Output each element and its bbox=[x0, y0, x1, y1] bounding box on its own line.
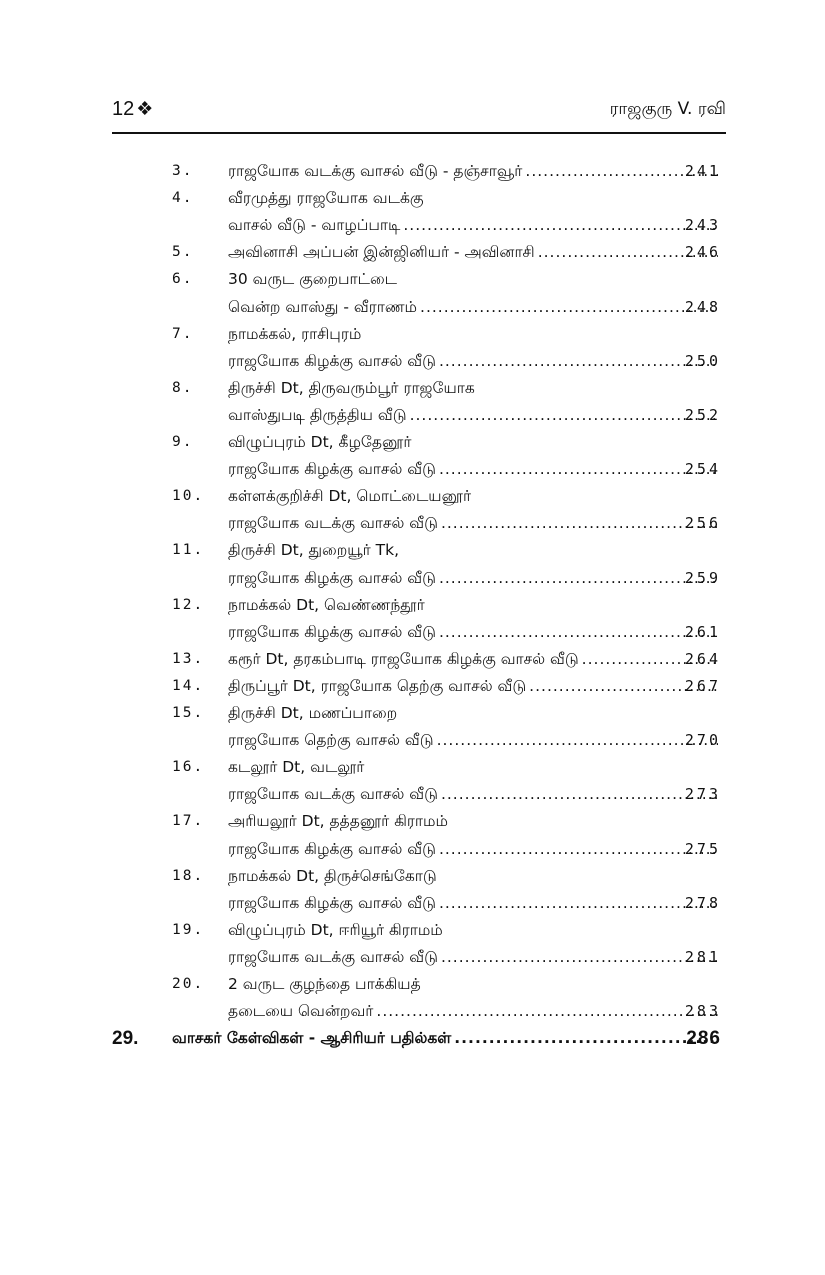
toc-entry bbox=[0, 321, 825, 348]
entry-title-line2: ராஜயோக வடக்கு வாசல் வீடு bbox=[228, 514, 438, 533]
dot-leader bbox=[439, 565, 718, 592]
dot-leader bbox=[439, 456, 718, 483]
toc-entry-continuation bbox=[0, 402, 825, 429]
entry-page-number: 246 bbox=[684, 243, 721, 262]
toc-entry-continuation bbox=[0, 727, 825, 754]
entry-title: ராஜயோக வடக்கு வாசல் வீடு - தஞ்சாவூர் bbox=[228, 162, 523, 180]
toc-entry bbox=[0, 971, 825, 998]
entry-title-line1: நாமக்கல், ராசிபுரம் bbox=[228, 324, 362, 343]
dot-leader bbox=[439, 619, 718, 646]
toc-entry bbox=[0, 754, 825, 781]
entry-title-line1: திருச்சி Dt, மணப்பாறை bbox=[228, 704, 398, 722]
entry-title-line1: வீரமுத்து ராஜயோக வடக்கு bbox=[228, 189, 424, 208]
entry-page-number: 275 bbox=[684, 839, 721, 858]
ornament-icon: ❖ bbox=[136, 99, 154, 120]
entry-number: 9. bbox=[172, 434, 194, 450]
dot-leader bbox=[439, 890, 718, 917]
entry-page-number: 283 bbox=[684, 1002, 721, 1021]
dot-leader bbox=[403, 212, 718, 239]
entry-page-number: 256 bbox=[684, 514, 721, 533]
entry-title: திருப்பூர் Dt, ராஜயோக தெற்கு வாசல் வீடு bbox=[228, 676, 527, 695]
entry-title-line2: ராஜயோக கிழக்கு வாசல் வீடு bbox=[228, 893, 436, 912]
entry-number: 5. bbox=[172, 244, 194, 261]
toc-entry bbox=[0, 239, 825, 266]
running-title: ராஜகுரு V. ரவி bbox=[609, 99, 726, 119]
entry-title-line2: ராஜயோக தெற்கு வாசல் வீடு bbox=[228, 731, 434, 750]
entry-page-number: 267 bbox=[684, 676, 721, 695]
entry-line bbox=[228, 673, 721, 700]
dot-leader bbox=[441, 944, 718, 971]
entry-leader-line bbox=[228, 294, 721, 321]
entry-page-number: 270 bbox=[684, 731, 721, 750]
entry-leader-line bbox=[228, 781, 721, 808]
toc-entry bbox=[0, 917, 825, 944]
toc-entry-continuation bbox=[0, 781, 825, 808]
entry-number: 15. bbox=[172, 705, 205, 721]
entry-number: 12. bbox=[172, 596, 205, 613]
entry-title-line1: திருச்சி Dt, திருவரும்பூர் ராஜயோக bbox=[228, 378, 475, 397]
toc-entry-continuation bbox=[0, 456, 825, 483]
entry-title-line1: நாமக்கல் Dt, வெண்ணந்தூர் bbox=[228, 595, 425, 614]
toc-entry bbox=[0, 483, 825, 510]
toc-entry bbox=[0, 808, 825, 835]
toc-entry-continuation bbox=[0, 212, 825, 239]
toc-entry bbox=[0, 266, 825, 293]
dot-leader bbox=[437, 727, 718, 754]
entry-leader-line bbox=[228, 402, 721, 429]
entry-title-line1: அரியலூர் Dt, தத்தனூர் கிராமம் bbox=[228, 812, 448, 831]
toc-entry-continuation bbox=[0, 294, 825, 321]
chapter-title: வாசகர் கேள்விகள் - ஆசிரியர் பதில்கள் bbox=[172, 1029, 452, 1048]
entry-leader-line bbox=[228, 890, 721, 917]
entry-title-line2: ராஜயோக வடக்கு வாசல் வீடு bbox=[228, 947, 438, 966]
toc-entry-continuation bbox=[0, 890, 825, 917]
entry-title-line2: ராஜயோக கிழக்கு வாசல் வீடு bbox=[228, 351, 436, 370]
entry-leader-line bbox=[228, 565, 721, 592]
entry-title-line2: ராஜயோக கிழக்கு வாசல் வீடு bbox=[228, 460, 436, 479]
entry-leader-line bbox=[228, 348, 721, 375]
entry-title-line2: வாஸ்துபடி திருத்திய வீடு bbox=[228, 405, 407, 424]
entry-line bbox=[228, 646, 721, 673]
entry-page-number: 264 bbox=[684, 649, 721, 668]
chapter-leader-line bbox=[172, 1025, 721, 1052]
toc-entry bbox=[0, 158, 825, 185]
toc-entry bbox=[0, 185, 825, 212]
entry-number: 13. bbox=[172, 650, 205, 667]
dot-leader bbox=[454, 1025, 718, 1052]
dot-leader bbox=[441, 510, 718, 537]
entry-number: 11. bbox=[172, 542, 205, 559]
toc-entry-continuation bbox=[0, 348, 825, 375]
entry-title-line1: கள்ளக்குறிச்சி Dt, மொட்டையனூர் bbox=[228, 487, 472, 506]
toc-entry bbox=[0, 700, 825, 727]
entry-page-number: 278 bbox=[684, 893, 721, 912]
entry-title-line1: விழுப்புரம் Dt, கீழதேனூர் bbox=[228, 433, 412, 451]
entry-number: 20. bbox=[172, 976, 205, 992]
entry-page-number: 248 bbox=[684, 297, 721, 316]
toc-entry-continuation bbox=[0, 510, 825, 537]
dot-leader bbox=[439, 836, 718, 863]
entry-number: 10. bbox=[172, 488, 205, 505]
page-number bbox=[112, 98, 153, 121]
entry-leader-line bbox=[228, 998, 721, 1025]
dot-leader bbox=[420, 294, 718, 321]
entry-title-line2: வென்ற வாஸ்து - வீராணம் bbox=[228, 297, 418, 316]
entry-number: 14. bbox=[172, 677, 205, 694]
entry-title: கரூர் Dt, தரகம்பாடி ராஜயோக கிழக்கு வாசல் வீடு bbox=[228, 649, 579, 668]
entry-title-line2: வாசல் வீடு - வாழப்பாடி bbox=[228, 216, 401, 235]
toc-entry-continuation bbox=[0, 836, 825, 863]
entry-number: 19. bbox=[172, 921, 205, 938]
chapter-number: 29. bbox=[112, 1028, 139, 1050]
entry-number: 17. bbox=[172, 813, 205, 830]
entry-title-line1: 30 வருட குறைபாட்டை bbox=[228, 270, 397, 289]
chapter-entry bbox=[0, 1025, 825, 1052]
entry-number: 8. bbox=[172, 379, 194, 396]
entry-leader-line bbox=[228, 727, 721, 754]
toc-entry-continuation bbox=[0, 565, 825, 592]
entry-title-line2: ராஜயோக கிழக்கு வாசல் வீடு bbox=[228, 839, 436, 858]
entry-page-number: 261 bbox=[684, 622, 721, 641]
entry-number: 16. bbox=[172, 759, 205, 776]
toc-entry bbox=[0, 537, 825, 564]
entry-page-number: 252 bbox=[684, 405, 721, 424]
entry-title-line2: ராஜயோக கிழக்கு வாசல் வீடு bbox=[228, 622, 436, 641]
dot-leader bbox=[376, 998, 718, 1025]
toc-entry-continuation bbox=[0, 998, 825, 1025]
entry-page-number: 241 bbox=[684, 162, 721, 180]
toc-entry bbox=[0, 375, 825, 402]
entry-number: 18. bbox=[172, 867, 205, 884]
entry-leader-line bbox=[228, 212, 721, 239]
entry-page-number: 281 bbox=[684, 947, 721, 966]
dot-leader bbox=[439, 348, 718, 375]
toc-entry-continuation bbox=[0, 944, 825, 971]
page-number-text: 12 bbox=[112, 98, 135, 120]
entry-title: அவினாசி அப்பன் இன்ஜினியர் - அவினாசி bbox=[228, 243, 535, 262]
entry-leader-line bbox=[228, 510, 721, 537]
toc-entry bbox=[0, 646, 825, 673]
entry-line bbox=[228, 158, 721, 185]
dot-leader bbox=[410, 402, 718, 429]
page-header bbox=[112, 92, 726, 134]
entry-number: 7. bbox=[172, 325, 194, 342]
toc-entry-continuation bbox=[0, 619, 825, 646]
entry-title-line1: திருச்சி Dt, துறையூர் Tk, bbox=[228, 541, 399, 560]
entry-line bbox=[228, 239, 721, 266]
dot-leader bbox=[441, 781, 718, 808]
entry-title-line1: நாமக்கல் Dt, திருச்செங்கோடு bbox=[228, 866, 437, 885]
toc-entry bbox=[0, 429, 825, 456]
entry-page-number: 259 bbox=[684, 568, 721, 587]
entry-page-number: 250 bbox=[684, 351, 721, 370]
entry-leader-line bbox=[228, 944, 721, 971]
entry-title-line2: தடையை வென்றவர் bbox=[228, 1002, 374, 1021]
entry-number: 6. bbox=[172, 271, 194, 288]
entry-title-line2: ராஜயோக கிழக்கு வாசல் வீடு bbox=[228, 568, 436, 587]
entry-number: 3. bbox=[172, 163, 194, 179]
entry-leader-line bbox=[228, 836, 721, 863]
toc-entry bbox=[0, 592, 825, 619]
entry-page-number: 273 bbox=[684, 785, 721, 804]
toc-entry bbox=[0, 863, 825, 890]
entry-title-line1: விழுப்புரம் Dt, ஈரியூர் கிராமம் bbox=[228, 920, 443, 939]
chapter-page-number: 286 bbox=[686, 1028, 721, 1050]
entry-title-line1: 2 வருட குழந்தை பாக்கியத் bbox=[228, 975, 421, 993]
entry-title-line1: கடலூர் Dt, வடலூர் bbox=[228, 758, 365, 777]
entry-leader-line bbox=[228, 456, 721, 483]
entry-number: 4. bbox=[172, 190, 194, 207]
entry-leader-line bbox=[228, 619, 721, 646]
entry-title-line2: ராஜயோக வடக்கு வாசல் வீடு bbox=[228, 785, 438, 804]
entry-page-number: 254 bbox=[684, 460, 721, 479]
toc-entry bbox=[0, 673, 825, 700]
entry-page-number: 243 bbox=[684, 216, 721, 235]
